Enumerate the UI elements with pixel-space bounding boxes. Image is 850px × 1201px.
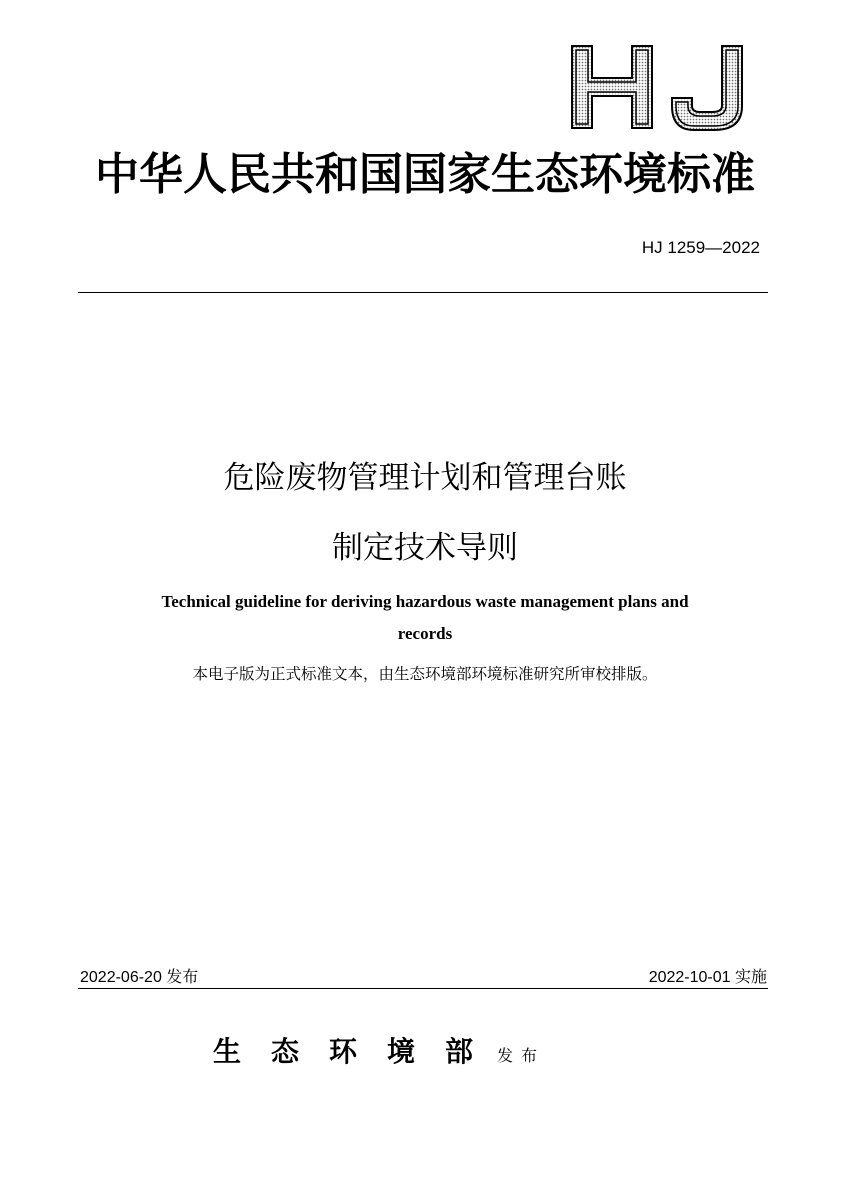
implementation-date-value: 2022-10-01 <box>648 969 731 986</box>
standard-code: HJ 1259—2022 <box>641 238 760 257</box>
document-title-line-1: 危险废物管理计划和管理台账 <box>223 460 627 496</box>
english-title-line-1: Technical guideline for deriving hazardous waste management plans and <box>161 592 689 611</box>
document-title-line-2: 制定技术导则 <box>332 530 518 566</box>
english-title-line-2: records <box>397 624 453 643</box>
issue-date-label: 发布 <box>166 967 199 986</box>
standard-type-title: 中华人民共和国国家生态环境标准 <box>95 149 755 200</box>
implementation-date <box>649 964 767 987</box>
publisher <box>213 1030 545 1070</box>
implementation-date-label: 实施 <box>734 967 767 986</box>
edition-note: 本电子版为正式标准文本，由生态环境部环境标准研究所审校排版。 <box>192 665 658 683</box>
top-divider <box>78 292 768 293</box>
issue-date-value: 2022-06-20 <box>80 969 162 986</box>
publisher-suffix: 发布 <box>497 1046 546 1065</box>
bottom-divider <box>78 988 768 989</box>
issue-date <box>80 964 198 987</box>
publisher-name: 生态环境部 <box>213 1035 504 1068</box>
hj-logo <box>566 40 750 134</box>
